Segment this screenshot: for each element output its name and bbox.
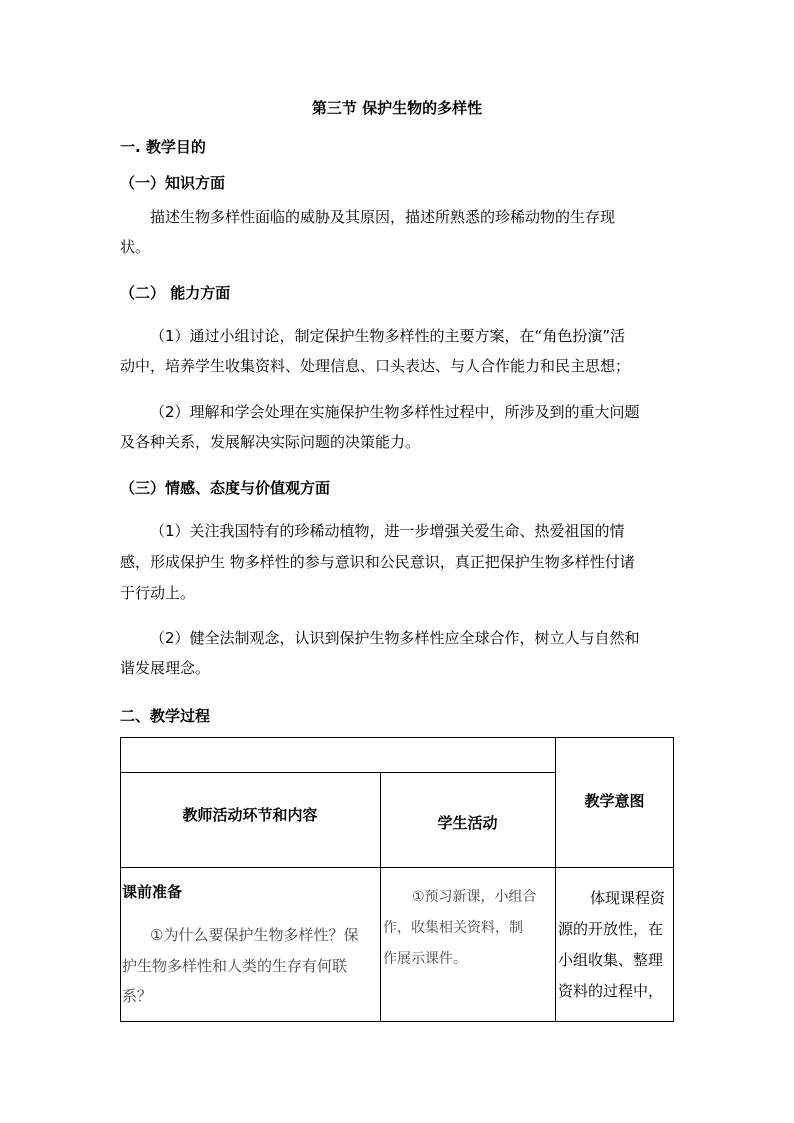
paragraph-emotion2-line1: （2）健全法制观念，认识到保护生物多样性应全球合作，树立人与自然和 <box>150 629 640 647</box>
teaching-process-table <box>120 737 674 1022</box>
section-heading-process: 二、教学过程 <box>120 707 211 725</box>
student-cell-line3: 作展示课件。 <box>383 951 467 967</box>
intent-cell-line3: 小组收集、整理 <box>558 951 664 969</box>
table-divider-top-row <box>120 772 555 773</box>
paragraph-emotion1-line1: （1）关注我国特有的珍稀动植物，进一步增强关爱生命、热爱祖国的情 <box>150 522 625 540</box>
table-divider-header <box>120 867 674 868</box>
paragraph-ability2-line2: 及各种关系，发展解决实际问题的决策能力。 <box>120 433 421 451</box>
intent-cell-line2: 源的开放性，在 <box>558 920 664 938</box>
paragraph-knowledge-line1: 描述生物多样性面临的威胁及其原因，描述所熟悉的珍稀动物的生存现 <box>150 208 616 226</box>
table-divider-col3 <box>555 737 556 1022</box>
subsection-heading-emotion: （三）情感、态度与价值观方面 <box>120 479 331 497</box>
table-header-teacher: 教师活动环节和内容 <box>182 806 318 824</box>
paragraph-ability1-line2: 动中，培养学生收集资料、处理信息、口头表达、与人合作能力和民主思想； <box>120 357 631 375</box>
teacher-cell-title: 课前准备 <box>122 883 183 901</box>
table-header-student: 学生活动 <box>437 814 498 832</box>
page-title: 第三节 保护生物的多样性 <box>311 99 483 117</box>
teacher-cell-line2: 护生物多样性和人类的生存有何联 <box>122 957 348 975</box>
table-border-top <box>120 737 674 738</box>
table-border-left <box>120 737 121 1022</box>
paragraph-knowledge-line2: 状。 <box>120 238 151 256</box>
intent-cell-line4: 资料的过程中， <box>558 982 664 1000</box>
student-cell-line2: 作，收集相关资料，制 <box>383 920 523 936</box>
teacher-cell-line1: ①为什么要保护生物多样性？保 <box>150 926 359 944</box>
intent-cell-line1: 体现课程资 <box>590 889 666 907</box>
table-border-right <box>673 737 674 1022</box>
table-divider-col2 <box>380 772 381 1022</box>
paragraph-emotion2-line2: 谐发展理念。 <box>120 659 211 677</box>
subsection-heading-knowledge: （一）知识方面 <box>120 174 226 192</box>
paragraph-emotion1-line2: 感，形成保护生 物多样性的参与意识和公民意识，真正把保护生物多样性付诸 <box>120 553 635 571</box>
subsection-heading-ability: （二） 能力方面 <box>120 284 231 302</box>
student-cell-line1: ①预习新课，小组合 <box>412 889 537 905</box>
table-border-bottom <box>120 1021 674 1022</box>
section-heading-objectives: 一. 教学目的 <box>120 138 206 156</box>
paragraph-emotion1-line3: 于行动上。 <box>120 584 196 602</box>
paragraph-ability1-line1: （1）通过小组讨论，制定保护生物多样性的主要方案，在“角色扮演”活 <box>150 327 626 345</box>
paragraph-ability2-line1: （2）理解和学会处理在实施保护生物多样性过程中，所涉及到的重大问题 <box>150 403 640 421</box>
teacher-cell-line3: 系？ <box>122 987 153 1005</box>
table-header-intent: 教学意图 <box>584 792 645 810</box>
